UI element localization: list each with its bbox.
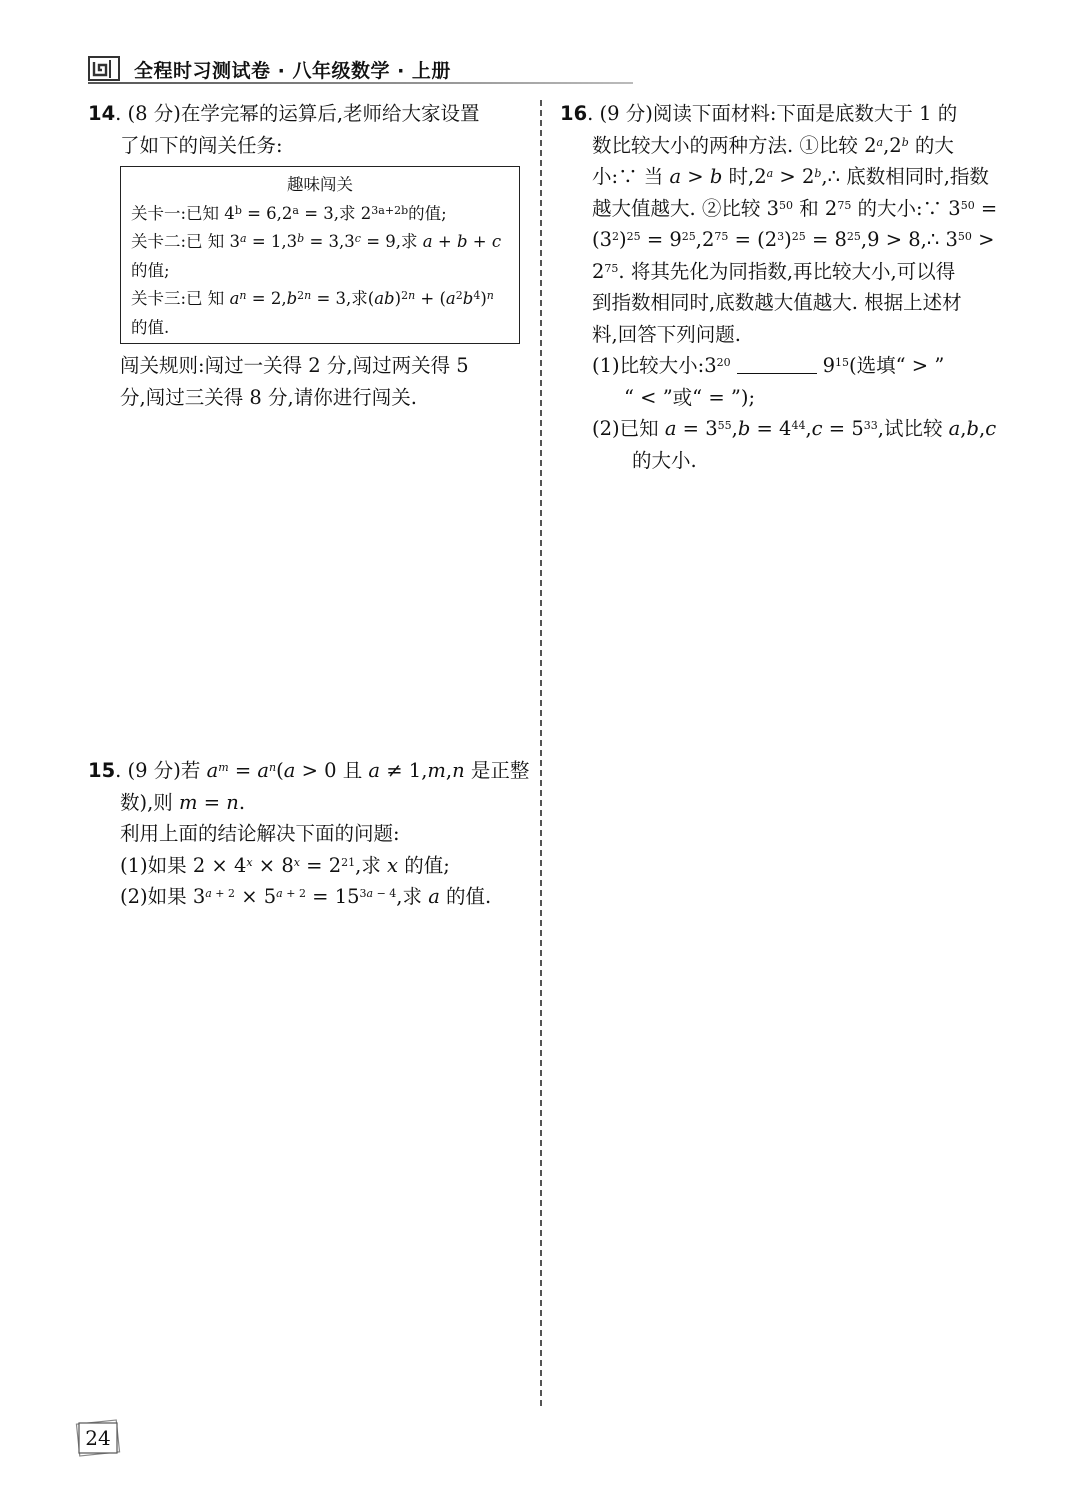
column-divider: [540, 100, 542, 1406]
question-text: 到指数相同时,底数越大值越大. 根据上述材: [592, 291, 962, 314]
page-number-badge: [74, 1418, 122, 1458]
challenge-level-3-cont: 的值.: [131, 317, 170, 337]
sub-question-1-cont: “ < ”或“ = ”);: [624, 385, 756, 409]
challenge-box: [120, 166, 520, 344]
sub-question-text: $9^{15}$(选填“ > ”: [822, 354, 945, 377]
page-header: [88, 52, 633, 88]
question-text: 小:∵ 当 a > b 时$,2^a > 2^b,\therefore$ 底数相同时,指数: [592, 165, 989, 188]
challenge-title: 趣味闯关: [287, 175, 353, 194]
question-text: 数比较大小的两种方法. ①比较 2$^a$,2$^b$ 的大: [592, 133, 954, 157]
question-16: [560, 98, 997, 476]
question-text: . (9 分)若 $a^m = a^n(a > 0$ 且 a ≠ 1,m,n 是正整: [115, 759, 530, 782]
question-text: . (9 分)阅读下面材料:下面是底数大于 1 的: [587, 102, 958, 125]
question-text: 数),则 m = n.: [120, 790, 246, 814]
question-number: 16: [560, 102, 588, 125]
header-rule: [88, 82, 633, 84]
sub-question-2: (2)如果 $3^{a + 2} \times 5^{a + 2} = 15^{3a - 4}$,求 a 的值.: [120, 885, 492, 908]
challenge-level-1: 关卡一:已知 $4^b = 6,2^a = 3$,求 $2^{3a+2b}$的值;: [131, 203, 447, 223]
question-text: 料,回答下列问题.: [592, 322, 741, 346]
question-14: [88, 98, 480, 161]
question-text: $2^{75}$. 将其先化为同指数,再比较大小,可以得: [592, 259, 956, 283]
answer-blank[interactable]: [737, 353, 817, 374]
question-text: 利用上面的结论解决下面的问题:: [120, 822, 400, 845]
question-14-rules: [88, 350, 469, 413]
rule-text: 闯关规则:闯过一关得 2 分,闯过两关得 5: [120, 354, 469, 377]
header-title: 全程时习测试卷 · 八年级数学 · 上册: [134, 60, 451, 82]
question-text: . (8 分)在学完幂的运算后,老师给大家设置: [115, 102, 480, 125]
challenge-level-2-cont: 的值;: [131, 260, 170, 280]
rule-text: 分,闯过三关得 8 分,请你进行闯关.: [120, 385, 417, 409]
challenge-level-3: 关卡三:已 知 $a^n = 2,b^{2n} = 3$,求$(ab)^{2n} + (a^2b^4)^n$: [131, 289, 494, 309]
book-logo-icon: [88, 54, 122, 82]
question-text: 越大值越大. ②比较 $3^{50}$ 和 $2^{75}$ 的大小:∵ $3^{50}$ =: [592, 196, 998, 220]
question-number: 15: [88, 759, 116, 782]
sub-question-text: (1)比较大小$:3^{20}$: [592, 354, 731, 377]
question-number: 14: [88, 102, 116, 125]
sub-question-1: (1)如果 $2 \times 4^x \times 8^x = 2^{21}$,求 x 的值;: [120, 853, 450, 877]
question-15: [88, 755, 529, 913]
sub-question-2-cont: 的大小.: [632, 448, 697, 472]
page-number: 24: [85, 1426, 111, 1450]
question-text: $(3^2)^{25} = 9^{25},2^{75} = (2^3)^{25} = 8^{25},9$ > 8,∴ $3^{50}$ >: [592, 228, 995, 251]
challenge-level-2: 关卡二:已 知 $3^a = 1,3^b = 3,3^c = 9$,求 a + b + c: [131, 232, 502, 252]
question-text: 了如下的闯关任务:: [120, 133, 283, 157]
sub-question-1: [560, 350, 997, 382]
sub-question-2: (2)已知 $a = 3^{55},b = 4^{44},c = 5^{33}$,试比较 a,b,c: [592, 417, 997, 440]
